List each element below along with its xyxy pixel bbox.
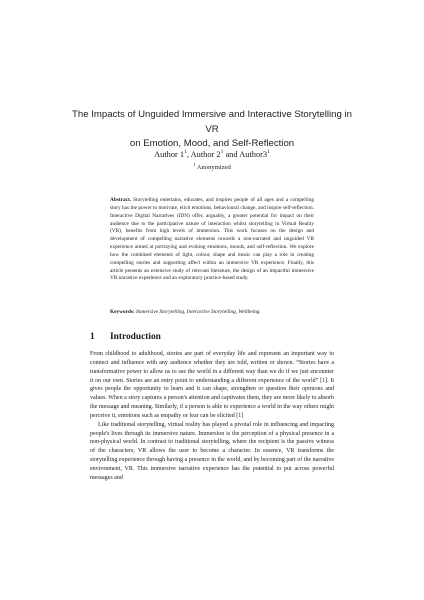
paragraph: Like traditional storytelling, virtual reality has played a pivotal role in influencing and impacting people's lives through its immersive nature. Immersion is the perception of a physical presence in a non-physical world. In contrast to traditional storytelling, where the recipient is the passive witness of the characters, VR allows the user to become a character. In essence, VR transforms the storytelling experience through having a presence in the world, and by becoming part of the narrative environment, VR. This immersive narrative experience has the potential to put across powerful messages and bbox=[90, 421, 334, 481]
body-text bbox=[90, 350, 334, 483]
author-1: Author 1 bbox=[154, 149, 185, 159]
author-separator: , bbox=[186, 149, 191, 159]
affiliation bbox=[0, 160, 424, 173]
author-list bbox=[0, 146, 424, 161]
author-3: Author3 bbox=[239, 149, 268, 159]
keywords bbox=[110, 309, 314, 317]
section-number: 1 bbox=[90, 332, 95, 342]
author-1-affiliation-mark: 1 bbox=[184, 149, 187, 155]
affiliation-text: Anonymized bbox=[195, 164, 231, 172]
keywords-text: Immersive Storytelling, Interactive Storytelling, Wellbeing. bbox=[134, 309, 261, 315]
abstract-label: Abstract. bbox=[110, 197, 132, 203]
author-2: Author 2 bbox=[190, 149, 221, 159]
paragraph: From childhood to adulthood, stories are part of everyday life and represent an important way to connect and influence with any audience whether they are told, written or shown. “Stories have a transformative power to allow us to see the world in a different way than we do if we just encounter it on our own. Stories are an entry point to understanding a different experience of the world” [1]. It gives people the opportunity to learn and it can shape, strengthen or question their opinions and values. When a story captures a person's attention and captivates them, they are more likely to absorb the message and meaning. Similarly, if a person is able to experience a world in the way others might perceive it, emotions such as empathy or fear can be elicited [1] bbox=[90, 351, 334, 419]
author-2-affiliation-mark: 1 bbox=[220, 149, 224, 155]
paper-title bbox=[70, 108, 354, 152]
author-separator: and bbox=[223, 149, 240, 159]
abstract-text: Storytelling entertains, educates, and inspires people of all ages and a compelling story has the power to motivate, elicit emotions, behavioural change, and inspire self-reflection. Interactive Digital Narratives (IDN) offer, arguably, a greater potential for impact on their audience due to the participative nature of interaction whilst storytelling in Virtual Reality (VR), benefits from high levels of immersion. This work focuses on the design and development of compelling narrative elements towards a non-narrated and unguided VR experience aimed at portraying and evoking emotions, moods, and self-reflection. We explore how the combined elements of light, colour, shape and music can play a role in creating compelling stories and supporting affect within an immersive VR experience. Finally, this article presents an extensive study of relevant literature, the design of an impactful immersive VR narrative experience and an exploratory practice-based study. bbox=[110, 197, 314, 282]
abstract bbox=[110, 197, 314, 283]
section-title: Introduction bbox=[110, 332, 161, 342]
author-3-affiliation-mark: 1 bbox=[267, 149, 270, 155]
title-line-1: The Impacts of Unguided Immersive and Interactive Storytelling in VR bbox=[72, 109, 352, 135]
affiliation-mark: 1 bbox=[193, 162, 196, 167]
section-heading bbox=[90, 331, 350, 344]
keywords-label: Keywords: bbox=[110, 309, 135, 315]
title-line-2: on Emotion, Mood, and Self-Reflection bbox=[129, 138, 295, 149]
